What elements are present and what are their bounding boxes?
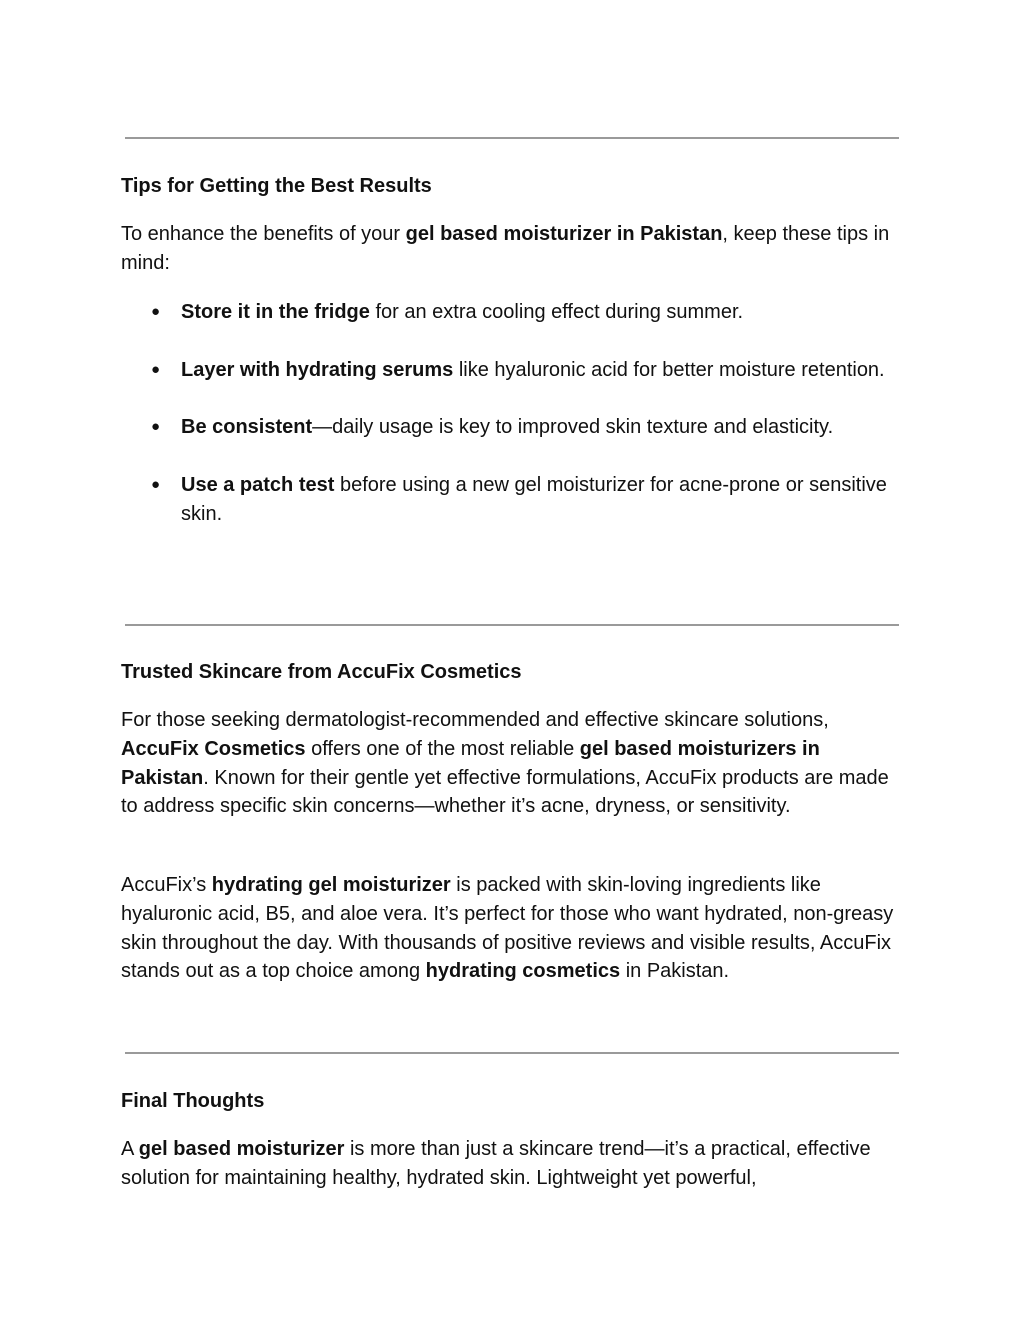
bullet-icon: ● — [151, 418, 161, 436]
text-run: —daily usage is key to improved skin texture and elasticity. — [312, 416, 834, 439]
horizontal-divider — [125, 624, 899, 626]
text-run: , keep these tips in mind: — [121, 223, 890, 274]
bold-text-run: Store it in the fridge — [181, 301, 370, 323]
bullet-icon: ● — [151, 303, 161, 320]
bold-text-run: hydrating cosmetics — [425, 960, 621, 983]
bold-text-run: hydrating gel moisturizer — [211, 874, 451, 896]
section-heading-trusted: Trusted Skincare from AccuFix Cosmetics — [121, 661, 522, 683]
bold-text-run: Layer with hydrating serums — [181, 358, 454, 381]
text-run: like hyaluronic acid for better moisture retention. — [453, 358, 885, 381]
bullet-icon: ● — [151, 475, 161, 493]
horizontal-divider — [125, 137, 899, 139]
text-run: in Pakistan. — [620, 960, 730, 983]
text-run: for an extra cooling effect during summer. — [369, 301, 744, 323]
text-run: . Known for their gentle yet effective formulations, AccuFix products are made to address specific skin concerns—whether it’s acne, dryness, or sensitivity. — [121, 766, 889, 818]
bold-text-run: AccuFix Cosmetics — [121, 737, 306, 760]
text-run: is more than just a skincare trend—it’s a practical, effective solution for maintaining healthy, hydrated skin. Lightweight yet powerful, — [121, 1138, 871, 1189]
horizontal-divider — [125, 1052, 899, 1054]
list-item — [121, 471, 911, 529]
list-item — [121, 298, 911, 327]
section-heading-final: Final Thoughts — [121, 1090, 265, 1112]
bold-text-run: Be consistent — [181, 416, 313, 439]
trusted-paragraph-1 — [121, 706, 911, 821]
bold-text-run: gel based moisturizers in Pakistan — [121, 737, 820, 789]
text-run: AccuFix’s — [121, 874, 212, 896]
bullet-icon: ● — [151, 360, 161, 378]
tips-bullet-list — [121, 298, 911, 557]
trusted-paragraph-2 — [121, 871, 911, 986]
text-run: offers one of the most reliable — [305, 737, 580, 760]
text-run: before using a new gel moisturizer for acne-prone or sensitive skin. — [181, 473, 887, 525]
bold-text-run: Use a patch test — [181, 473, 335, 496]
bold-text-run: gel based moisturizer in Pakistan — [405, 223, 723, 245]
final-paragraph-1 — [121, 1135, 911, 1193]
list-item — [121, 413, 911, 442]
text-run: is packed with skin-loving ingredients like hyaluronic acid, B5, and aloe vera. It’s perfect for those who want hydrated, non-greasy skin throughout the day. With thousands of positive reviews and visible results, AccuFix stands out as a top choice among — [121, 874, 894, 983]
list-item — [121, 356, 911, 385]
section-heading-tips: Tips for Getting the Best Results — [121, 175, 432, 197]
text-run: For those seeking dermatologist-recommended and effective skincare solutions, — [121, 709, 829, 731]
text-run: A — [121, 1138, 139, 1160]
bold-text-run: gel based moisturizer — [138, 1138, 345, 1160]
tips-intro-paragraph — [121, 220, 911, 278]
text-run: To enhance the benefits of your — [121, 223, 406, 245]
